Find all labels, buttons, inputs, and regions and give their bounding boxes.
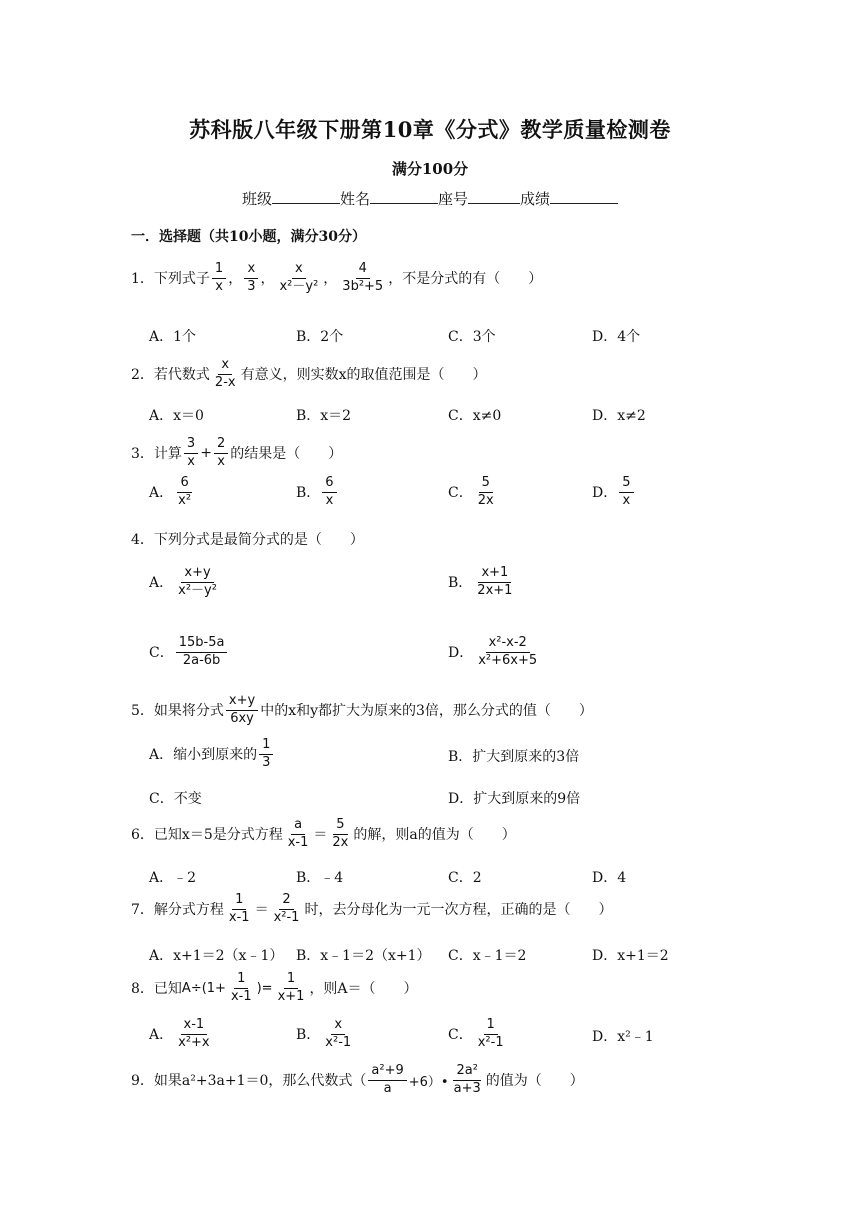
option-d[interactable]: D． $\frac{5}{x}$ — [592, 476, 636, 509]
score-label: 成绩 — [520, 190, 551, 208]
question-text: 计算 — [153, 446, 182, 463]
option-d[interactable]: D． $\frac{\text{x²-x-2}}{\text{x²+6x+5}}$ — [448, 635, 538, 668]
section-heading: 一．选择题（共10小题，满分30分） — [131, 229, 366, 245]
option-a[interactable]: A．﹣2 — [149, 870, 197, 886]
question-text: 已知x＝5是分式方程 — [153, 827, 283, 844]
question-text: 解分式方程 — [153, 902, 224, 919]
fraction: $\frac{1}{x-1}$ — [230, 971, 252, 1004]
option-c[interactable]: C．2 — [448, 870, 482, 886]
option-b[interactable]: B．扩大到原来的3倍 — [448, 749, 580, 765]
question-7: 7． 解分式方程 $\frac{1}{x-1}$ ＝ $\frac{2}{\text{x²-1}}$ 时，去分母化为一元一次方程，正确的是（ ） — [131, 892, 613, 925]
student-info-line — [0, 188, 860, 209]
score-blank[interactable] — [550, 189, 618, 204]
question-text: 中的x和y都扩大为原来的3倍，那么分式的值（ ） — [260, 703, 593, 720]
question-8: 8． 已知 A÷(1+ $\frac{1}{x-1}$ )= $\frac{1}{x+1}$ ，则A＝（ ） — [131, 971, 418, 1004]
option-a[interactable]: A．缩小到原来的 $\frac{1}{3}$ — [149, 738, 275, 771]
question-text: 如果a²+3a+1＝0，那么代数式（ — [153, 1073, 367, 1090]
fraction: $\frac{5}{2x}$ — [332, 817, 349, 850]
option-a[interactable]: A． $\frac{x-1}{\text{x²+x}}$ — [149, 1017, 210, 1050]
question-text: 如果将分式 — [153, 703, 224, 720]
option-a[interactable]: A． $\frac{6}{\text{x²}}$ — [149, 475, 192, 508]
fraction: $\frac{\text{2a²}}{a+3}$ — [453, 1063, 481, 1096]
fraction: $\frac{4}{\text{3b²+5}}$ — [342, 261, 384, 294]
fraction: $\frac{x}{3}$ — [244, 262, 258, 295]
fraction: $\frac{\text{a²+9}}{a}$ — [368, 1064, 406, 1097]
option-c[interactable]: C．3个 — [448, 329, 496, 345]
question-text: 的解，则a的值为（ ） — [353, 827, 516, 844]
option-a[interactable]: A．x+1＝2（x﹣1） — [149, 948, 284, 964]
fraction: $\frac{1}{x-1}$ — [228, 892, 250, 925]
question-text: 的结果是（ ） — [230, 446, 343, 463]
question-text: 下列式子 — [153, 271, 210, 288]
question-text: 下列分式是最简分式的是（ ） — [153, 532, 364, 548]
question-number: 5． — [131, 703, 154, 720]
question-number: 1． — [131, 271, 154, 288]
option-c[interactable]: C． $\frac{1}{\text{x²-1}}$ — [448, 1017, 504, 1050]
fraction: $\frac{1}{x}$ — [212, 262, 226, 295]
full-score-label: 满分100分 — [391, 160, 469, 178]
option-b[interactable]: B．﹣4 — [296, 870, 344, 886]
fraction: $\frac{1}{x+1}$ — [277, 971, 305, 1004]
option-d[interactable]: D．4 — [592, 870, 627, 886]
question-3: 3． 计算 $\frac{3}{x}$ + $\frac{2}{x}$ 的结果是（ ） — [131, 436, 343, 469]
option-d[interactable]: D．扩大到原来的9倍 — [448, 791, 581, 807]
question-5 — [131, 694, 593, 727]
option-b[interactable]: B．2个 — [296, 329, 344, 345]
question-text: ，则A＝（ ） — [309, 981, 418, 998]
option-a[interactable]: A． $\frac{x+y}{\text{x²－y²}}$ — [149, 565, 217, 598]
question-text: 若代数式 — [153, 367, 210, 384]
option-c[interactable]: C．不变 — [149, 791, 202, 807]
option-d[interactable]: D．4个 — [592, 329, 641, 345]
question-2 — [131, 358, 486, 391]
question-4 — [131, 529, 364, 549]
option-b[interactable]: B． $\frac{6}{x}$ — [296, 476, 339, 509]
option-b[interactable]: B． $\frac{x}{\text{x²-1}}$ — [296, 1017, 352, 1050]
option-d[interactable]: D．x≠2 — [592, 408, 646, 424]
option-c[interactable]: C． $\frac{15b-5a}{2a-6b}$ — [149, 636, 229, 669]
fraction: $\frac{2}{\text{x²-1}}$ — [273, 892, 300, 925]
question-number: 8． — [131, 981, 154, 998]
option-b[interactable]: B．x＝2 — [296, 408, 352, 424]
question-1: 1． 下列式子 $\frac{1}{x}$ ， $\frac{x}{3}$ ， $\frac{x}{\text{x²－y²}}$ ， $\frac{4}{\text{3b²+5}}$ ，不是分式的有（ ） — [131, 261, 543, 294]
fraction: $\frac{2}{x}$ — [214, 437, 228, 470]
question-number: 3． — [131, 446, 154, 463]
option-c[interactable]: C．x≠0 — [448, 408, 502, 424]
option-d[interactable]: D．x²﹣1 — [592, 1029, 654, 1045]
fraction: $\frac{3}{x}$ — [184, 437, 198, 470]
class-label: 班级 — [241, 190, 272, 208]
question-9: 9． 如果a²+3a+1＝0，那么代数式（ $\frac{\text{a²+9}}{a}$ +6）• $\frac{\text{2a²}}{a+3}$ 的值为（ ） — [131, 1063, 584, 1096]
option-c[interactable]: C．x﹣1＝2 — [448, 948, 527, 964]
option-b[interactable]: B．x﹣1＝2（x+1） — [296, 948, 431, 964]
class-blank[interactable] — [272, 189, 340, 204]
option-a[interactable]: A．x＝0 — [149, 408, 204, 424]
question-text: 的值为（ ） — [485, 1073, 584, 1090]
question-number: 9． — [131, 1073, 154, 1090]
question-number: 6． — [131, 827, 154, 844]
option-d[interactable]: D．x+1＝2 — [592, 948, 669, 964]
question-text: 已知 — [153, 981, 182, 998]
option-a[interactable]: A．1个 — [149, 329, 197, 345]
seat-blank[interactable] — [468, 189, 520, 204]
option-c[interactable]: C． $\frac{5}{2x}$ — [448, 475, 494, 508]
question-number: 7． — [131, 902, 154, 919]
fraction: $\frac{a}{x-1}$ — [287, 817, 309, 850]
question-text: 有意义，则实数x的取值范围是（ ） — [240, 367, 487, 384]
question-6: 6． 已知x＝5是分式方程 $\frac{a}{x-1}$ ＝ $\frac{5}{2x}$ 的解，则a的值为（ ） — [131, 817, 516, 850]
page-title: 苏科版八年级下册第10章《分式》教学质量检测卷 — [189, 117, 671, 142]
seat-label: 座号 — [438, 190, 469, 208]
question-text: ，不是分式的有（ ） — [388, 271, 543, 288]
name-blank[interactable] — [370, 189, 438, 204]
fraction: $\frac{x+y}{6xy}$ — [226, 694, 258, 727]
fraction: $\frac{x}{\text{x²－y²}}$ — [279, 261, 319, 294]
name-label: 姓名 — [339, 190, 370, 208]
option-b[interactable]: B． $\frac{x+1}{2x+1}$ — [448, 565, 513, 598]
question-number: 2． — [131, 367, 154, 384]
question-text: 时，去分母化为一元一次方程，正确的是（ ） — [304, 902, 613, 919]
fraction: $\frac{x}{2-x}$ — [214, 357, 236, 390]
question-number: 4． — [131, 532, 154, 548]
